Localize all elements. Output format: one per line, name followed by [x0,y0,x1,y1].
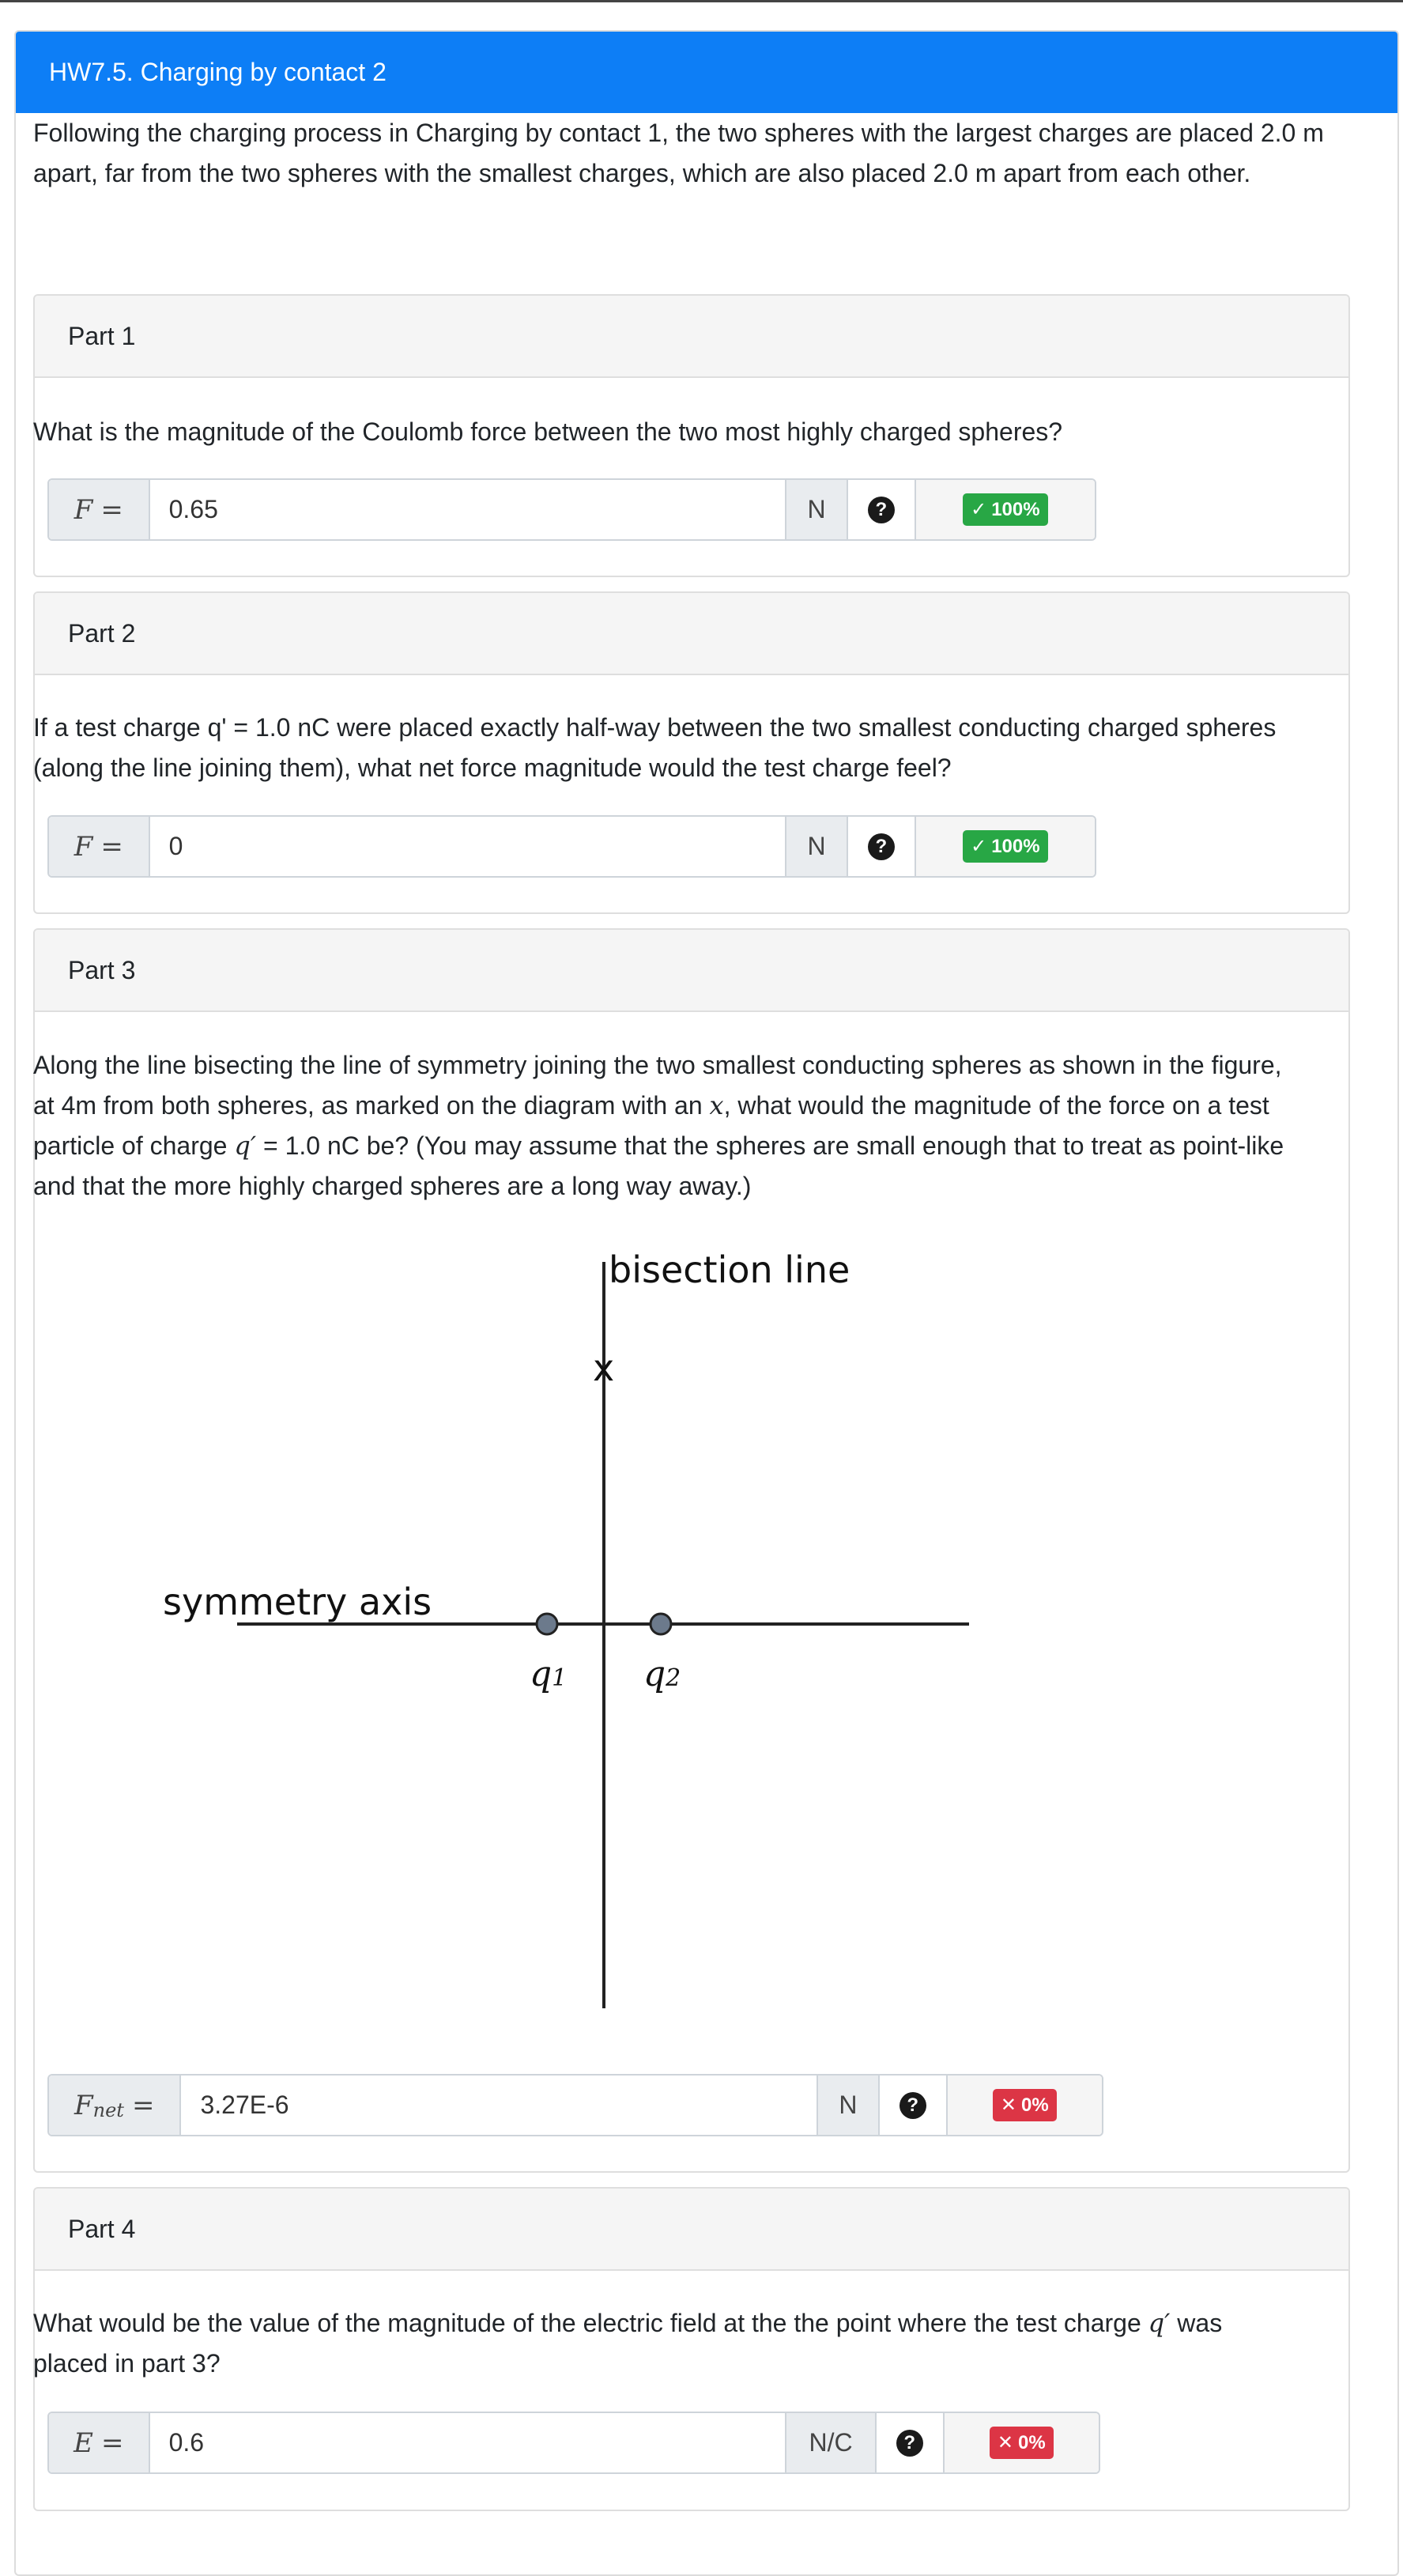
question-mark-icon: ? [868,833,895,860]
x-icon: ✕ [997,2432,1013,2453]
part-3-answer-row [47,2074,1103,2136]
math-x: x [709,1090,724,1120]
symmetry-axis-label: symmetry axis [163,1581,432,1623]
part-1-score [916,480,1095,539]
part-2-answer-input[interactable]: 0 [150,817,787,876]
part-3-question: Along the line bisecting the line of symmetry joining the two smallest conducting spheres as shown in the figure, at 4m from both spheres, as marked on the diagram with an x, what would the magnitude of the force on a test particle of charge q′ = 1.0 nC be? (You may assume that the spheres are small enough that to treat as point-like and that the more highly charged spheres are a long way away.) [33,1051,1284,1200]
part-2-unit: N [786,817,848,876]
sphere-q2 [651,1614,671,1634]
test-point-marker: x [593,1347,615,1389]
question-intro: Following the charging process in Charging by contact 1, the two spheres with the largest charges are placed 2.0 m apart, far from the two spheres with the smallest charges, which are also placed 2.0 m apart from each other. [33,119,1324,187]
part-4-title: Part 4 [35,2189,1348,2271]
part-1-score-badge: ✓ 100% [963,493,1048,526]
x-icon: ✕ [1000,2094,1016,2116]
q1-label: q1 [530,1654,568,1694]
part-1-answer-label: F = [49,480,150,539]
part-2-answer-label: F = [49,817,150,876]
bisection-line-label: bisection line [609,1248,850,1291]
part-3-unit: N [818,2076,880,2135]
part-1-answer-row [47,478,1096,541]
check-icon: ✓ [971,499,987,520]
part-2-question: If a test charge q' = 1.0 nC were placed exactly half-way between the two smallest conducting charged spheres (along the line joining them), what net force magnitude would the test charge feel? [33,713,1277,782]
part-4-score-badge: ✕ 0% [990,2427,1054,2459]
math-q-prime: q′ [1148,2308,1171,2338]
question-mark-icon: ? [900,2092,926,2119]
part-2-score [916,817,1095,876]
part-3-score-badge: ✕ 0% [993,2089,1057,2121]
part-4-answer-row [47,2412,1100,2474]
math-q-prime: q′ [234,1131,257,1161]
part-3-answer-label: F net = [49,2076,181,2135]
part-3-score [948,2076,1102,2135]
part-2-score-badge: ✓ 100% [963,830,1048,863]
part-4-help-button[interactable] [877,2413,945,2472]
part-3-answer-input[interactable]: 3.27E-6 [181,2076,818,2135]
part-4-unit: N/C [786,2413,877,2472]
part-1-unit: N [786,480,848,539]
part-1-question: What is the magnitude of the Coulomb force between the two most highly charged spheres? [33,417,1063,446]
q2-label: q2 [643,1654,681,1694]
part-4-answer-input[interactable]: 0.6 [150,2413,787,2472]
window-top-border [0,0,1403,2]
check-icon: ✓ [971,836,987,857]
part-1-title: Part 1 [35,296,1348,378]
part-4-answer-label: E = [49,2413,150,2472]
question-mark-icon: ? [896,2430,923,2457]
part-3-title: Part 3 [35,930,1348,1012]
question-title: HW7.5. Charging by contact 2 [16,32,1397,113]
part-4-question: What would be the value of the magnitude of the electric field at the the point where the test charge q′ was placed in part 3? [33,2308,1223,2378]
part-1-answer-input[interactable]: 0.65 [150,480,787,539]
part-2-title: Part 2 [35,593,1348,675]
part-1-help-button[interactable] [848,480,916,539]
part-2-answer-row [47,815,1096,878]
part-3-help-button[interactable] [880,2076,948,2135]
question-mark-icon: ? [868,497,895,523]
part-4-score [945,2413,1099,2472]
sphere-q1 [537,1614,557,1634]
charge-diagram [142,1233,980,2016]
part-2-help-button[interactable] [848,817,916,876]
